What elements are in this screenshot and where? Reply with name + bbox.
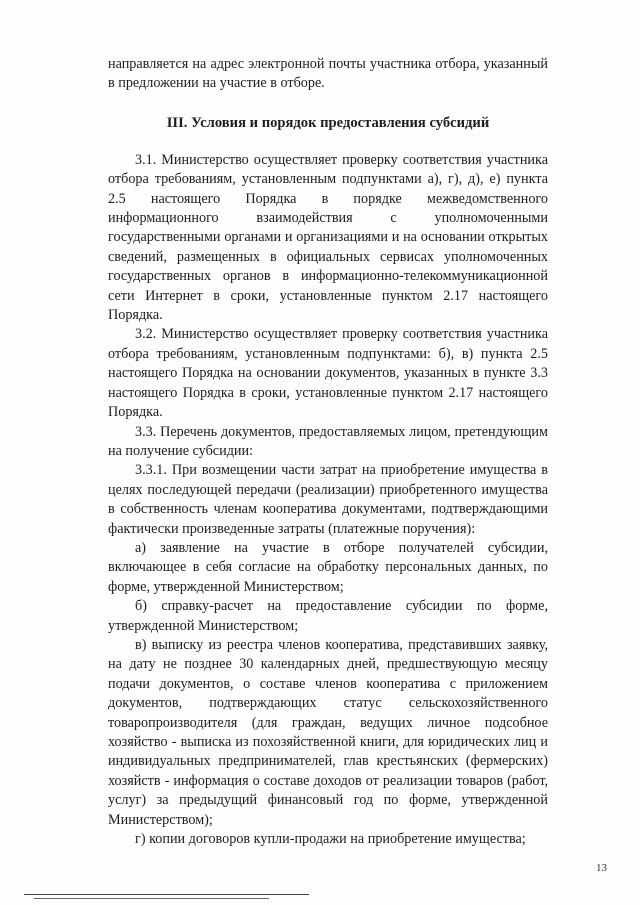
list-item-g: г) копии договоров купли-продажи на приобретение имущества;	[135, 831, 526, 848]
list-item-a: а) заявление на участие в отборе получателей субсидии, включающее в себя согласие на обработку персональных данных, по форме, утвержденной Министерством;	[108, 539, 548, 595]
list-item-v: в) выписку из реестра членов кооператива, представивших заявку, на дату не позднее 30 календарных дней, предшествующую месяцу подачи документов, о составе членов кооператива с приложением документов, подтверждающих статус сельскохозяйственного товаропроизводителя (для граждан, ведущих личное подсобное хозяйство - выписка из похозяйственной книги, для юридических лиц и индивидуальных предпринимателей, глав крестьянских (фермерских) хозяйств - информация о составе доходов от реализации товаров (работ, услуг) за предыдущий финансовый год по форме, утвержденной Министерством);	[108, 636, 548, 828]
document-body	[108, 55, 548, 849]
paragraph-3-3: 3.3. Перечень документов, предоставляемых лицом, претендующим на получение субсидии:	[108, 423, 548, 459]
scan-edge-line	[34, 898, 269, 899]
paragraph-3-1: 3.1. Министерство осуществляет проверку соответствия участника отбора требованиям, установленным подпунктами а), г), д), е) пункта 2.5 настоящего Порядка в порядке межведомственного информационного взаимодействия с уполномоченными государственными органами и организациями и на основании открытых сведений, размещенных в официальных сервисах уполномоченных государственных органов в информационно-телекоммуникационной сети Интернет в сроки, установленные пунктом 2.17 настоящего Порядка.	[108, 151, 548, 324]
list-item-b: б) справку-расчет на предоставление субсидии по форме, утвержденной Министерством;	[108, 598, 548, 634]
paragraph-3-2: 3.2. Министерство осуществляет проверку соответствия участника отбора требованиям, установленным подпунктами: б), в) пункта 2.5 настоящего Порядка на основании документов, указанных в пункте 3.3 настоящего Порядка в сроки, установленные пунктом 2.17 настоящего Порядка.	[108, 326, 548, 421]
paragraph-3-3-1: 3.3.1. При возмещении части затрат на приобретение имущества в целях последующей передачи (реализации) приобретенного имущества в собственность членам кооператива документами, подтверждающими фактически произведенные затраты (платежные поручения):	[108, 462, 548, 537]
scan-edge-line	[24, 894, 309, 895]
continuation-paragraph: направляется на адрес электронной почты участника отбора, указанный в предложении на участие в отборе.	[108, 56, 548, 92]
section-heading: III. Условия и порядок предоставления субсидий	[166, 114, 490, 131]
page-number: 13	[596, 862, 607, 874]
